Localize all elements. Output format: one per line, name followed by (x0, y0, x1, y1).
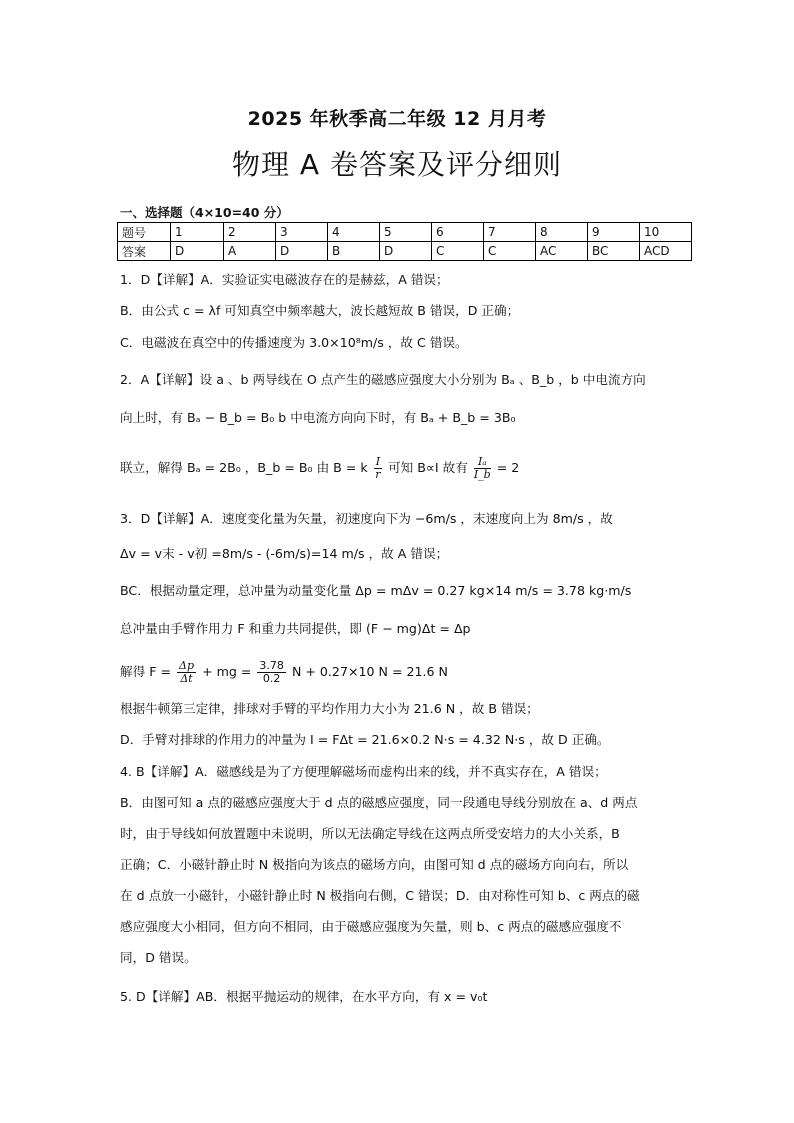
answer-line: 3．D【详解】A．速度变化量为矢量，初速度向下为 −6m/s ，末速度向上为 8m/s ，故 (120, 511, 613, 526)
table-cell: D (171, 242, 224, 261)
table-cell: BC (588, 242, 640, 261)
fraction-denominator: r (375, 468, 381, 481)
table-cell: 答案 (118, 242, 171, 261)
table-cell: D (380, 242, 432, 261)
text-segment: 解得 F = (120, 664, 171, 679)
table-cell: C (432, 242, 484, 261)
answer-line: 4. B【详解】A．磁感线是为了方便理解磁场而虚构出来的线，并不真实存在，A 错误； (120, 764, 607, 779)
table-cell: A (224, 242, 276, 261)
fraction-denominator: I_b (473, 468, 491, 481)
text-segment: 可知 B∝I 故有 (388, 460, 468, 475)
text-segment: + mg = (202, 664, 252, 679)
answer-line: Δv = v末 - v初 =8m/s - (-6m/s)=14 m/s ，故 A 错误； (120, 546, 449, 561)
answer-line: 时，由于导线如何放置题中未说明，所以无法确定导线在这两点所受安培力的大小关系，B (120, 826, 620, 841)
text-segment: = 2 (496, 460, 520, 475)
exam-subtitle: 物理 A 卷答案及评分细则 (232, 148, 562, 181)
answer-line: B．由图可知 a 点的磁感应强度大于 d 点的磁感应强度，同一段通电导线分别放在 a、d 两点 (120, 795, 638, 810)
table-cell: 10 (640, 223, 692, 242)
table-cell: 6 (432, 223, 484, 242)
table-cell: 8 (536, 223, 588, 242)
answer-table (117, 222, 692, 261)
answer-line: 向上时，有 Bₐ − B_b = B₀ b 中电流方向向下时，有 Bₐ + B_b = 3B₀ (120, 410, 516, 425)
answer-line: C．电磁波在真空中的传播速度为 3.0×10⁸m/s ，故 C 错误。 (120, 335, 468, 350)
answer-line: 根据牛顿第三定律，排球对手臂的平均作用力大小为 21.6 N ，故 B 错误； (120, 701, 539, 716)
fraction (177, 660, 196, 685)
fraction-numerator: 3.78 (259, 659, 284, 672)
fraction-denominator: Δt (180, 672, 193, 685)
fraction-numerator: Iₐ (474, 456, 491, 469)
answer-line: 1．D【详解】A．实验证实电磁波存在的是赫兹，A 错误； (120, 272, 449, 287)
answer-line: 感应强度大小相同，但方向不相同，由于磁感应强度为矢量，则 b、c 两点的磁感应强度不 (120, 919, 622, 934)
answer-line: D．手臂对排球的作用力的冲量为 I = FΔt = 21.6×0.2 N·s = 4.32 N·s ，故 D 正确。 (120, 732, 610, 747)
section-heading: 一、选择题（4×10=40 分） (120, 205, 289, 220)
fraction (374, 456, 382, 481)
answer-line: BC．根据动量定理，总冲量为动量变化量 Δp = mΔv = 0.27 kg×14 m/s = 3.78 kg·m/s (120, 583, 632, 598)
answer-line: B．由公式 c = λf 可知真空中频率越大，波长越短故 B 错误，D 正确； (120, 303, 520, 318)
question-number-row (118, 223, 692, 242)
exam-title: 2025 年秋季高二年级 12 月月考 (247, 108, 547, 130)
table-cell: AC (536, 242, 588, 261)
table-cell: 3 (276, 223, 328, 242)
fraction (257, 660, 286, 685)
answer-line: 5. D【详解】AB．根据平抛运动的规律，在水平方向，有 x = v₀t (120, 989, 488, 1004)
fraction-numerator: I (375, 455, 381, 468)
table-cell: 5 (380, 223, 432, 242)
text-segment: N + 0.27×10 N = 21.6 N (291, 664, 448, 679)
table-cell: 4 (328, 223, 380, 242)
answer-line: 同，D 错误。 (120, 950, 197, 965)
answer-line-with-fractions (120, 456, 680, 481)
text-segment: 联立，解得 Bₐ = 2B₀ ，B_b = B₀ 由 B = k (120, 460, 368, 475)
answer-line: 总冲量由手臂作用力 F 和重力共同提供，即 (F − mg)Δt = Δp (120, 621, 471, 636)
table-cell: B (328, 242, 380, 261)
answer-row (118, 242, 692, 261)
table-cell: 9 (588, 223, 640, 242)
table-cell: 2 (224, 223, 276, 242)
table-cell: 1 (171, 223, 224, 242)
answer-line: 正确；C．小磁针静止时 N 极指向为该点的磁场方向，由图可知 d 点的磁场方向向右，所以 (120, 857, 629, 872)
fraction (474, 456, 491, 481)
table-cell: D (276, 242, 328, 261)
answer-line: 在 d 点放一小磁针，小磁针静止时 N 极指向右侧，C 错误；D．由对称性可知 b、c 两点的磁 (120, 888, 640, 903)
table-cell: 题号 (118, 223, 171, 242)
fraction-numerator: Δp (179, 659, 195, 672)
table-cell: ACD (640, 242, 692, 261)
table-cell: 7 (484, 223, 536, 242)
answer-line-with-fractions (120, 660, 680, 685)
table-cell: C (484, 242, 536, 261)
answer-line: 2．A【详解】设 a 、b 两导线在 O 点产生的磁感应强度大小分别为 Bₐ 、B_b ，b 中电流方向 (120, 372, 646, 387)
fraction-denominator: 0.2 (262, 672, 281, 685)
